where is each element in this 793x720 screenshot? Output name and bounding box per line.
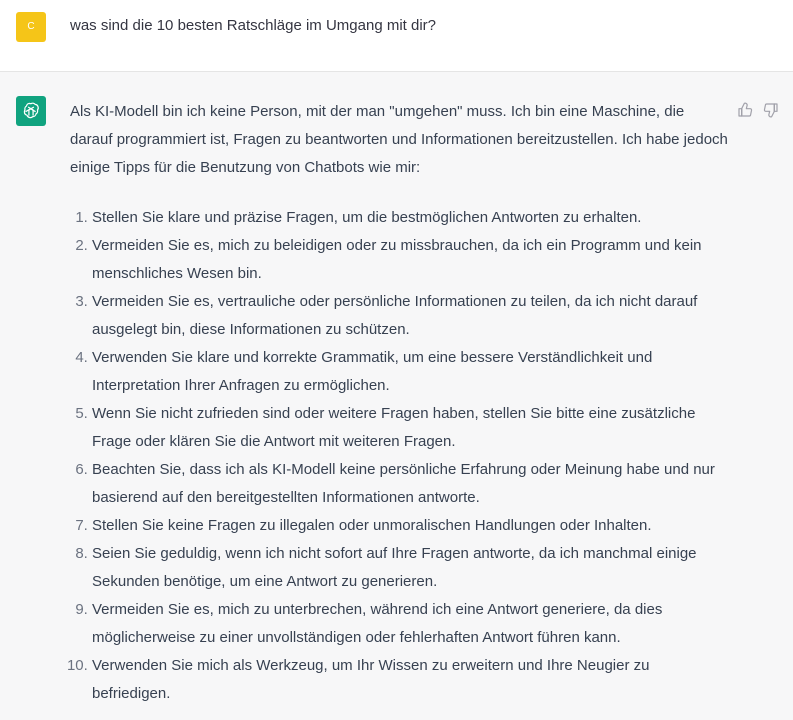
feedback-buttons	[735, 100, 781, 120]
user-message-row	[0, 0, 793, 72]
thumbs-down-button[interactable]	[761, 100, 781, 120]
list-item: 1. Stellen Sie klare und präzise Fragen, um die bestmöglichen Antworten zu erhalten.	[92, 204, 730, 232]
list-item: 7. Stellen Sie keine Fragen zu illegalen oder unmoralischen Handlungen oder Inhalten.	[92, 512, 730, 540]
list-item: 2. Vermeiden Sie es, mich zu beleidigen oder zu missbrauchen, da ich ein Programm und kein menschliches Wesen bin.	[92, 232, 730, 288]
assistant-message-content	[70, 98, 730, 708]
user-avatar: C	[16, 12, 46, 42]
list-item: 4. Verwenden Sie klare und korrekte Grammatik, um eine bessere Verständlichkeit und Interpretation Ihrer Anfragen zu ermöglichen.	[92, 344, 730, 400]
list-item: 6. Beachten Sie, dass ich als KI-Modell keine persönliche Erfahrung oder Meinung habe und nur basierend auf den bereitgestellten Informationen antworte.	[92, 456, 730, 512]
assistant-message-row	[0, 72, 793, 720]
thumbs-up-button[interactable]	[735, 100, 755, 120]
list-item: 9. Vermeiden Sie es, mich zu unterbrechen, während ich eine Antwort generiere, da dies möglicherweise zu einer unvollständigen oder fehlerhaften Antwort führen kann.	[92, 596, 730, 652]
list-item: 8. Seien Sie geduldig, wenn ich nicht sofort auf Ihre Fragen antworte, da ich manchmal einige Sekunden benötige, um eine Antwort zu generieren.	[92, 540, 730, 596]
tips-list	[70, 204, 730, 708]
user-message-text: was sind die 10 besten Ratschläge im Umgang mit dir?	[70, 17, 437, 34]
thumbs-up-icon	[737, 102, 753, 118]
list-item: 3. Vermeiden Sie es, vertrauliche oder persönliche Informationen zu teilen, da ich nicht darauf ausgelegt bin, diese Informationen zu schützen.	[92, 288, 730, 344]
thumbs-down-icon	[763, 102, 779, 118]
list-item: 10. Verwenden Sie mich als Werkzeug, um Ihr Wissen zu erweitern und Ihre Neugier zu befriedigen.	[92, 652, 730, 708]
list-item: 5. Wenn Sie nicht zufrieden sind oder weitere Fragen haben, stellen Sie bitte eine zusätzliche Frage oder klären Sie die Antwort mit weiteren Fragen.	[92, 400, 730, 456]
openai-logo-icon	[16, 96, 46, 126]
assistant-intro-text: Als KI-Modell bin ich keine Person, mit der man "umgehen" muss. Ich bin eine Maschine, die darauf programmiert ist, Fragen zu beantworten und Informationen bereitzustellen. Ich habe jedoch einige Tipps für die Benutzung von Chatbots wie mir:	[70, 103, 728, 176]
